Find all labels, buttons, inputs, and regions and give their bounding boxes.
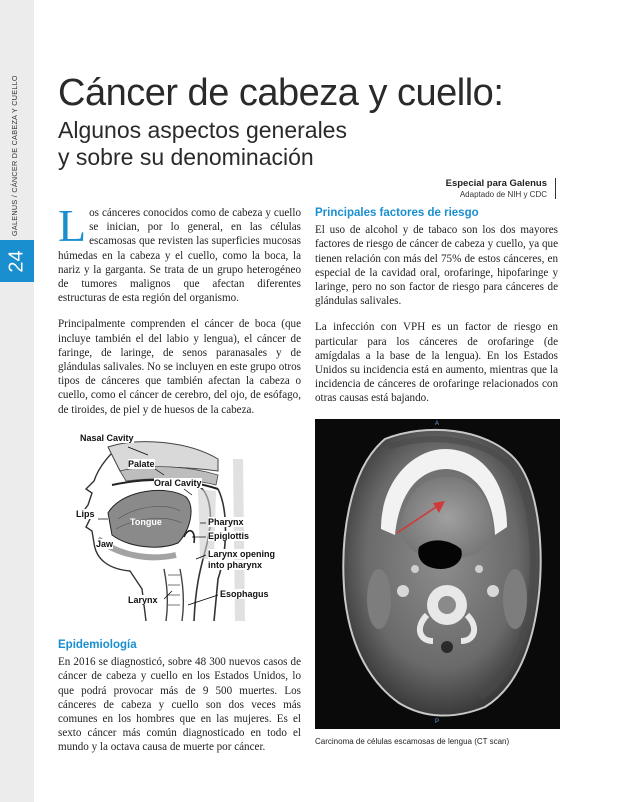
- risk-factors-heading: Principales factores de riesgo: [315, 207, 479, 219]
- subtitle-line-1: Algunos aspectos generales: [58, 117, 347, 143]
- label-lips: Lips: [76, 509, 95, 519]
- ct-marker-top: A: [435, 421, 440, 427]
- scope-paragraph: Principalmente comprenden el cáncer de boca (que incluye también el del labio y lengua), el cáncer de faringe, de laringe, de senos paranasales y de glándulas salivales. No se incluyen en este grupo otros tipos de cánceres que también afectan la cabeza o cuello, como el cáncer de cerebro, del ojo, de esófago, de tiroides, de piel y de huesos de la cabeza.: [58, 318, 301, 416]
- article-title: Cáncer de cabeza y cuello:: [58, 72, 504, 114]
- risk-paragraph-1: El uso de alcohol y de tabaco son los dos mayores factores de riesgo de cáncer de cabeza y cuello, ya que tienen relación con más del 75% de estos cánceres, en especial de la cavidad oral, orofaringe, hipofaringe y laringe, pero no son factor de riesgo para cánceres de glándulas salivales.: [315, 224, 558, 308]
- risk-paragraph-2: La infección con VPH es un factor de riesgo en particular para los cánceres de orofaringe (de amígdalas a la base de la lengua). En los Estados Unidos su incidencia está en aumento, mientras que la incidencia de cánceres de orofaringe relacionados con otras causas está bajando.: [315, 321, 558, 405]
- epidemiology-section: [58, 638, 301, 767]
- epidemiology-heading: Epidemiología: [58, 639, 137, 651]
- label-nasal-cavity: Nasal Cavity: [80, 433, 134, 443]
- label-tongue: Tongue: [130, 517, 162, 527]
- anatomy-illustration: [68, 419, 280, 621]
- label-larynx-opening-1: Larynx opening: [208, 549, 276, 559]
- label-epiglottis: Epiglottis: [208, 531, 249, 541]
- ct-scan-image: [315, 419, 560, 729]
- label-esophagus: Esophagus: [220, 589, 269, 599]
- byline: [446, 178, 556, 199]
- ct-marker-bottom: P: [435, 719, 440, 725]
- article-subtitle: [58, 117, 347, 171]
- ct-caption: Carcinoma de células escamosas de lengua (CT scan): [315, 737, 510, 746]
- right-column: [315, 206, 558, 418]
- drop-cap: L: [58, 200, 87, 251]
- label-pharynx: Pharynx: [208, 517, 244, 527]
- label-jaw: Jaw: [96, 539, 114, 549]
- label-larynx-opening-2: into pharynx: [208, 560, 263, 570]
- epidemiology-paragraph: En 2016 se diagnosticó, sobre 48 300 nuevos casos de cáncer de cabeza y cuello en los Estados Unidos, lo que podrá provocar más de 9 500 muertes. Los cánceres de cabeza y cuello son dos veces más comunes en los hombres que en las mujeres. Es el sexto cáncer más común diagnosticado en todo el mundo y la octava causa de muerte por cáncer.: [58, 656, 301, 754]
- label-oral-cavity: Oral Cavity: [154, 478, 202, 488]
- label-larynx: Larynx: [128, 595, 158, 605]
- subtitle-line-2: y sobre su denominación: [58, 144, 314, 170]
- label-palate: Palate: [128, 459, 155, 469]
- page-number: 24: [5, 249, 28, 273]
- section-label-text: GALENUS / CÁNCER DE CABEZA Y CUELLO: [10, 75, 19, 236]
- byline-author: Especial para Galenus: [445, 178, 547, 189]
- left-column: [58, 200, 301, 429]
- intro-paragraph: Los cánceres conocidos como de cabeza y cuello se inician, por lo general, en las células escamosas que revisten las superficies mucosas húmedas en la cabeza y el cuello, como la boca, la nariz y la garganta. Se trata de un grupo heterogéneo de tumores malignos que afectan diferentes estructuras de esta región del organismo.: [58, 200, 301, 305]
- ct-scan-drawing: [315, 419, 560, 729]
- byline-source: Adaptado de NIH y CDC: [459, 190, 547, 199]
